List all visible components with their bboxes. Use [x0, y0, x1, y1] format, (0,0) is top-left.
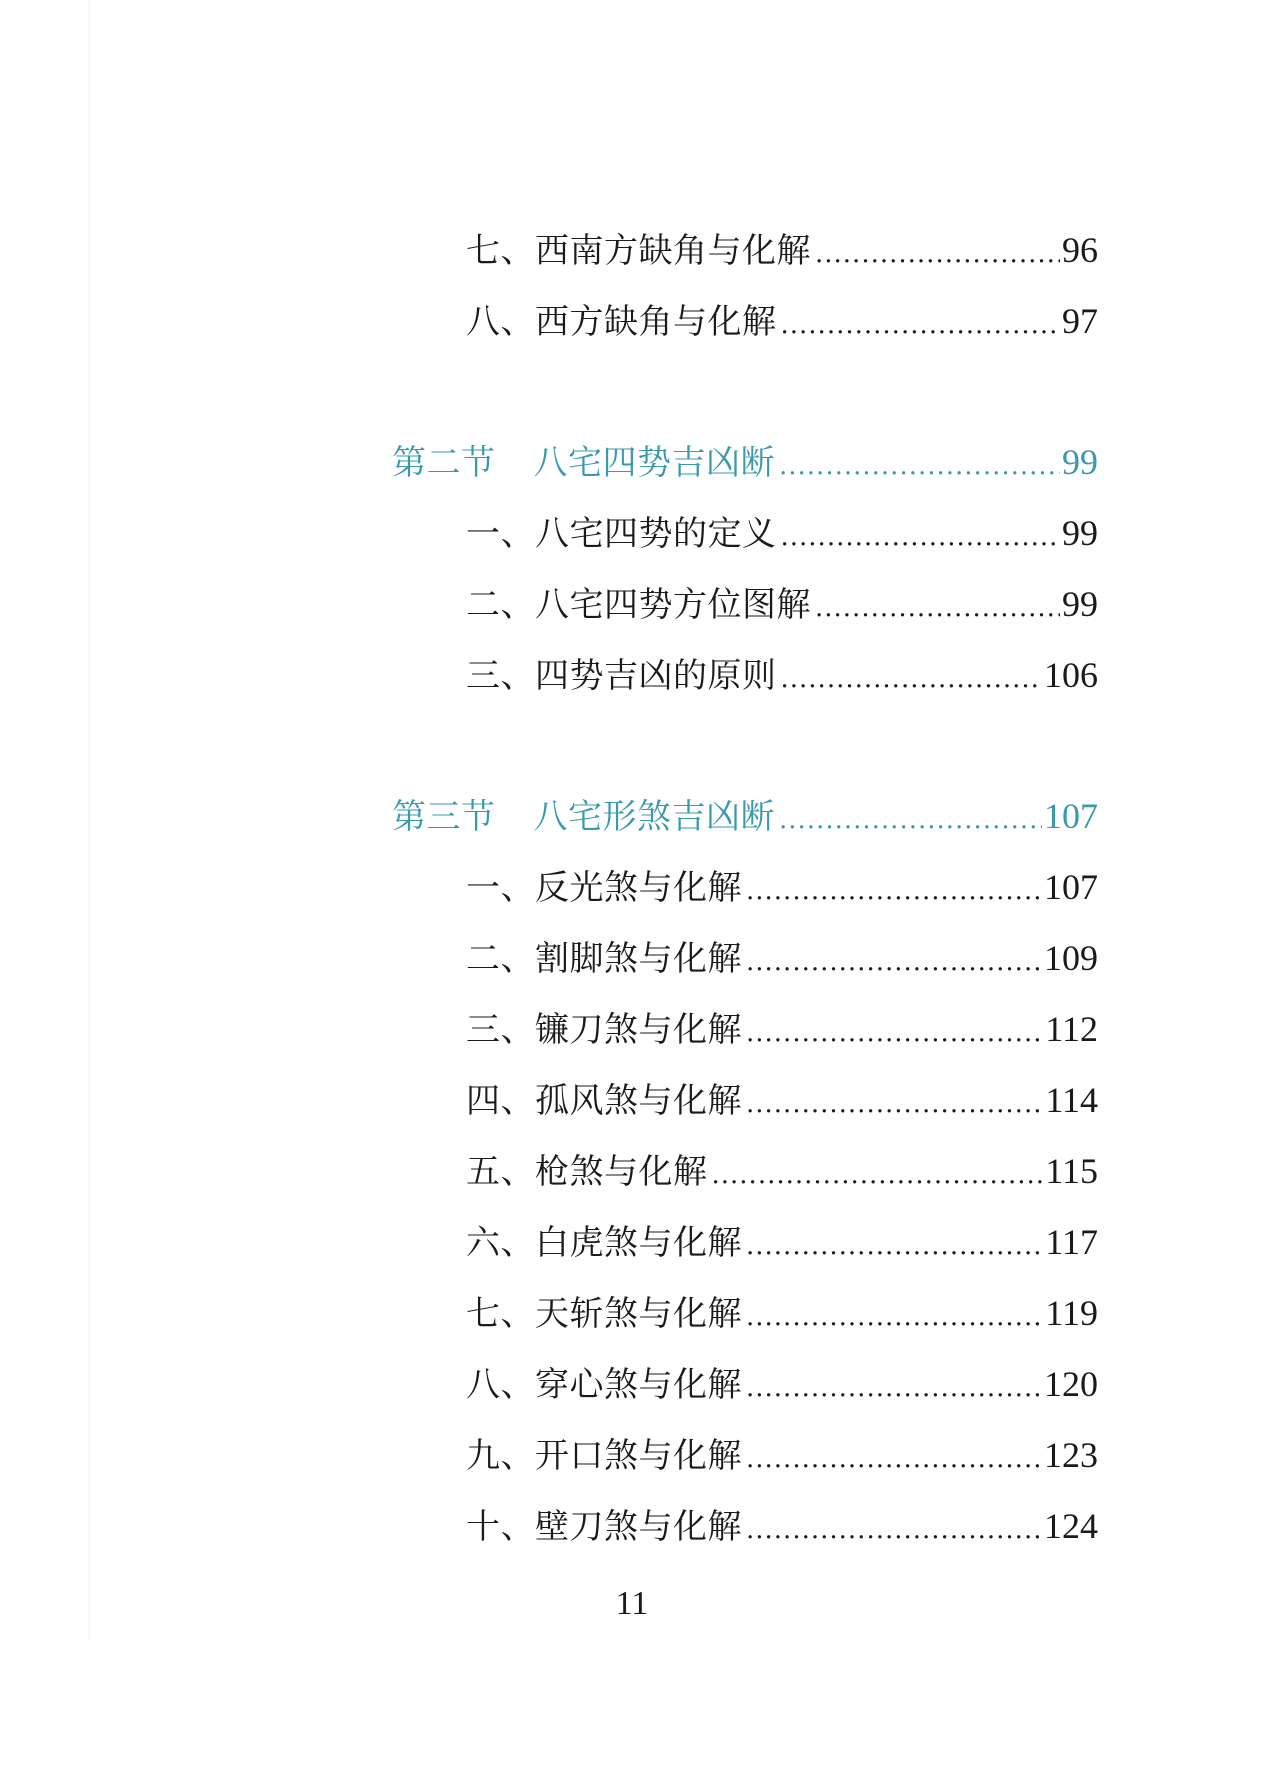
section-number: 第二节 [392, 443, 496, 483]
toc-entry[interactable] [466, 1222, 1098, 1266]
toc-entry-page: 109 [1044, 938, 1098, 978]
dot-leader [815, 588, 1060, 628]
toc-entry-label: 十、壁刀煞与化解 [466, 1507, 742, 1547]
toc-entry-label: 八、穿心煞与化解 [466, 1365, 742, 1405]
section-page: 107 [1044, 796, 1098, 836]
toc-entry-page: 97 [1062, 301, 1098, 341]
toc-entry-label: 一、八宅四势的定义 [466, 514, 777, 554]
dot-leader [746, 1013, 1043, 1053]
toc-entry[interactable] [466, 938, 1098, 982]
dot-leader [779, 446, 1060, 486]
toc-entry[interactable] [466, 1435, 1098, 1479]
toc-entry-label: 四、孤风煞与化解 [466, 1081, 742, 1121]
dot-leader [712, 1155, 1044, 1195]
toc-entry[interactable] [466, 1293, 1098, 1337]
toc-entry-label: 三、四势吉凶的原则 [466, 656, 777, 696]
toc-entry-page: 120 [1044, 1364, 1098, 1404]
toc-entry-label: 七、西南方缺角与化解 [466, 231, 811, 271]
dot-leader [746, 871, 1042, 911]
dot-leader [746, 1368, 1042, 1408]
toc-entry-page: 123 [1044, 1435, 1098, 1475]
toc-entry-label: 五、枪煞与化解 [466, 1152, 708, 1192]
toc-entry-page: 96 [1062, 230, 1098, 270]
toc-entry-page: 124 [1044, 1506, 1098, 1546]
toc-entry[interactable] [466, 867, 1098, 911]
page-number: 11 [615, 1585, 649, 1622]
dot-leader [815, 234, 1060, 274]
toc-entry-page: 106 [1044, 655, 1098, 695]
toc-entry[interactable] [466, 230, 1098, 274]
toc-entry-page: 117 [1045, 1222, 1098, 1262]
toc-entry-label: 一、反光煞与化解 [466, 868, 742, 908]
toc-entry[interactable] [466, 1506, 1098, 1550]
dot-leader [746, 1226, 1043, 1266]
dot-leader [746, 1510, 1042, 1550]
toc-entry-label: 七、天斩煞与化解 [466, 1294, 742, 1334]
toc-entry[interactable] [466, 655, 1098, 699]
toc-entry-page: 119 [1045, 1293, 1098, 1333]
dot-leader [781, 305, 1061, 345]
toc-entry-page: 99 [1062, 584, 1098, 624]
toc-section-heading[interactable] [392, 442, 1098, 486]
toc-entry[interactable] [466, 1080, 1098, 1124]
toc-entry[interactable] [466, 584, 1098, 628]
toc-entry-page: 99 [1062, 513, 1098, 553]
toc-entry-page: 107 [1044, 867, 1098, 907]
dot-leader [781, 517, 1061, 557]
section-number: 第三节 [392, 797, 496, 837]
dot-leader [746, 942, 1042, 982]
toc-entry-label: 二、割脚煞与化解 [466, 939, 742, 979]
toc-entry[interactable] [466, 513, 1098, 557]
dot-leader [746, 1439, 1042, 1479]
toc-entry-page: 114 [1045, 1080, 1098, 1120]
toc-section-heading[interactable] [392, 796, 1098, 840]
toc-entry-label: 二、八宅四势方位图解 [466, 585, 811, 625]
toc-entry-page: 115 [1045, 1151, 1098, 1191]
toc-entry-page: 112 [1045, 1009, 1098, 1049]
dot-leader [746, 1297, 1043, 1337]
dot-leader [746, 1084, 1043, 1124]
toc-entry[interactable] [466, 1009, 1098, 1053]
dot-leader [781, 659, 1043, 699]
toc-entry-label: 九、开口煞与化解 [466, 1436, 742, 1476]
toc-entry-label: 八、西方缺角与化解 [466, 302, 777, 342]
toc-entry[interactable] [466, 1151, 1098, 1195]
toc-entry-label: 六、白虎煞与化解 [466, 1223, 742, 1263]
section-title: 八宅四势吉凶断 [533, 443, 775, 483]
section-page: 99 [1062, 442, 1098, 482]
toc-entry[interactable] [466, 301, 1098, 345]
dot-leader [779, 800, 1042, 840]
toc-entry-label: 三、镰刀煞与化解 [466, 1010, 742, 1050]
section-title: 八宅形煞吉凶断 [533, 797, 775, 837]
toc-entry[interactable] [466, 1364, 1098, 1408]
